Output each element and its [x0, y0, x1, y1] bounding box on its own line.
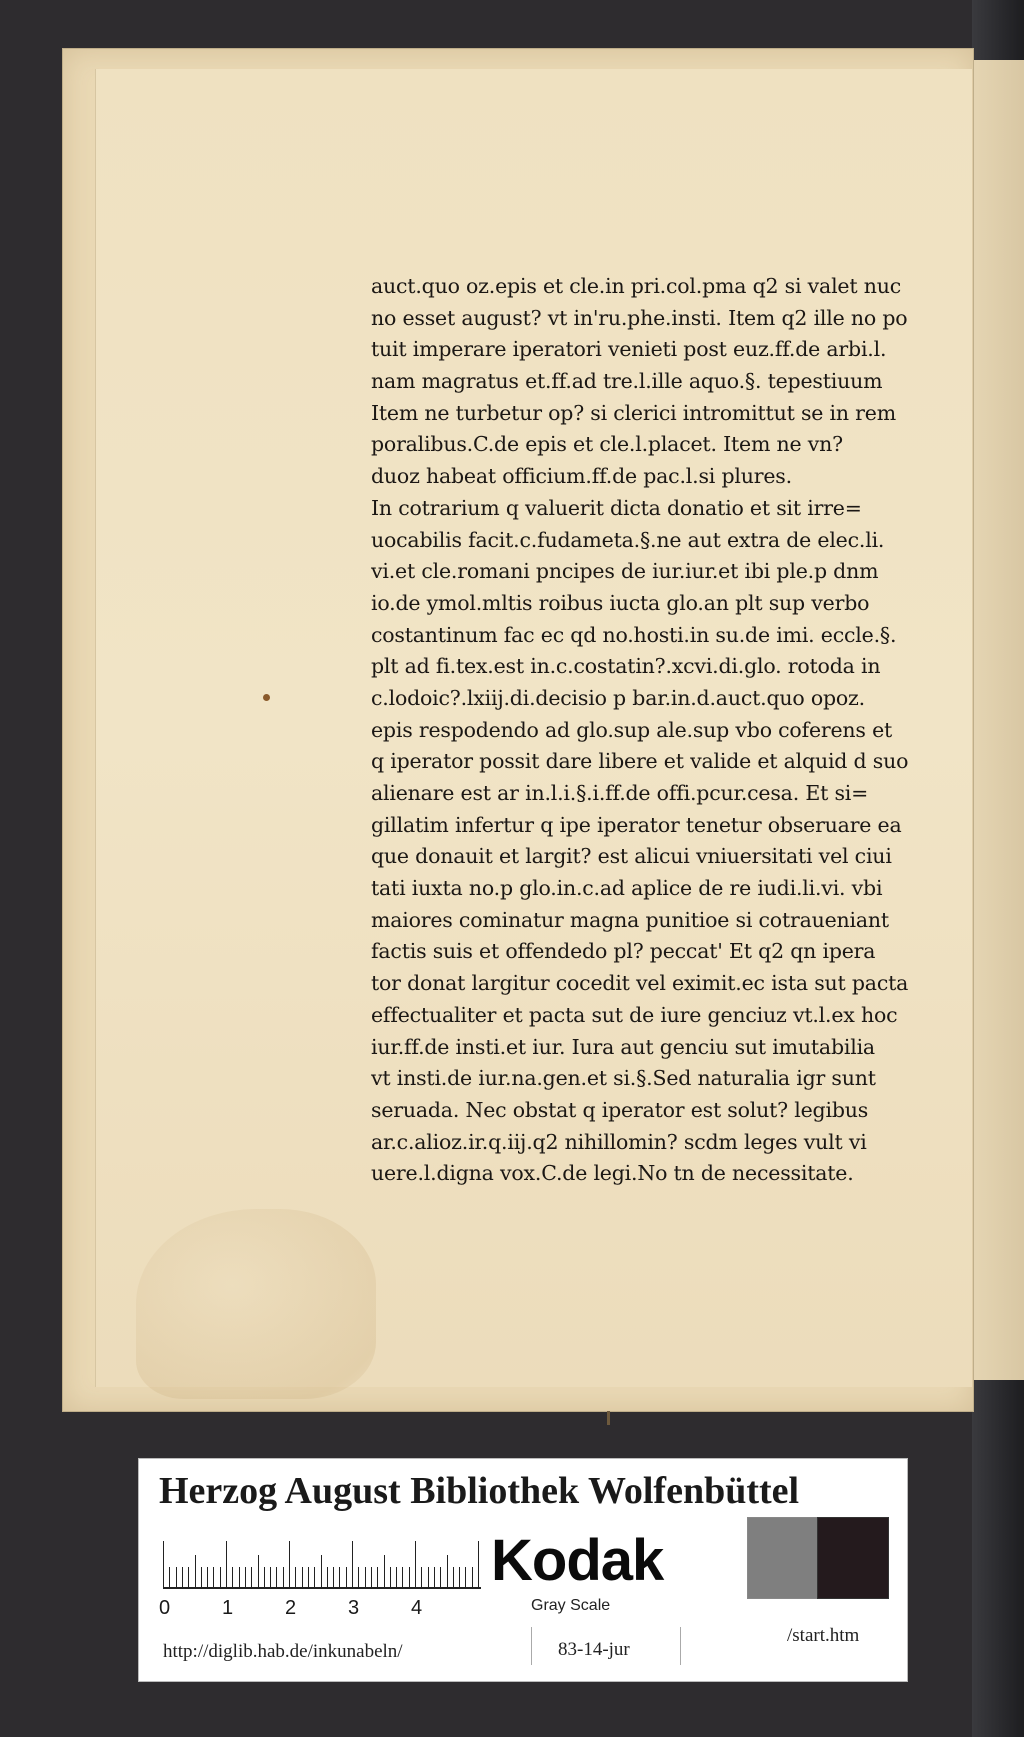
text-line: Item ne turbetur op? si clerici intromittut se in rem — [371, 400, 896, 425]
ruler-tick — [264, 1567, 265, 1587]
ruler-tick — [377, 1567, 378, 1587]
source-url: http://diglib.hab.de/inkunabeln/ — [163, 1641, 403, 1662]
shelfmark-box — [531, 1627, 681, 1665]
ruler-number: 0 — [159, 1597, 171, 1619]
ruler-tick — [472, 1567, 473, 1587]
text-line: no esset august? vt in'ru.phe.insti. Item q2 ille no po — [371, 305, 908, 330]
ruler-number: 1 — [222, 1597, 234, 1619]
ruler-tick — [447, 1555, 448, 1587]
text-line: tuit imperare iperatori venieti post euz.ff.de arbi.l. — [371, 337, 887, 362]
water-stain — [136, 1209, 376, 1399]
text-line: effectualiter et pacta sut de iure genciuz vt.l.ex hoc — [371, 1002, 898, 1027]
text-line: epis respodendo ad glo.sup ale.sup vbo coferens et — [371, 717, 893, 742]
ruler-tick — [232, 1567, 233, 1587]
ruler-tick — [169, 1567, 170, 1587]
measurement-ruler — [163, 1539, 481, 1589]
ruler-tick — [453, 1567, 454, 1587]
ruler-tick — [295, 1567, 296, 1587]
ruler-tick — [245, 1567, 246, 1587]
text-line: poralibus.C.de epis et cle.l.placet. Item ne vn? — [371, 432, 843, 457]
ruler-tick — [321, 1555, 322, 1587]
ruler-tick — [314, 1567, 315, 1587]
gray-swatch — [747, 1517, 819, 1599]
ruler-tick — [220, 1567, 221, 1587]
ruler-tick — [182, 1567, 183, 1587]
text-line: In cotrarium q valuerit dicta donatio et sit irre= — [371, 495, 862, 520]
text-line: uocabilis facit.c.fudameta.§.ne aut extra de elec.li. — [371, 527, 885, 552]
ruler-tick — [390, 1567, 391, 1587]
ruler-tick — [396, 1567, 397, 1587]
ruler-tick — [333, 1567, 334, 1587]
shelfmark-code: 83-14-jur — [558, 1639, 630, 1660]
text-line: duoz habeat officium.ff.de pac.l.si plures. — [371, 464, 792, 489]
ruler-tick — [258, 1555, 259, 1587]
text-line: iur.ff.de insti.et iur. Iura aut genciu sut imutabilia — [371, 1034, 875, 1059]
ruler-tick — [207, 1567, 208, 1587]
dark-swatch — [817, 1517, 889, 1599]
ruler-tick — [327, 1567, 328, 1587]
text-line: tati iuxta no.p glo.in.c.ad aplice de re iudi.li.vi. vbi — [371, 876, 883, 901]
text-line: uere.l.digna vox.C.de legi.No tn de necessitate. — [371, 1161, 854, 1186]
text-line: c.lodoic?.lxiij.di.decisio p bar.in.d.auct.quo opoz. — [371, 685, 865, 710]
color-target-card — [138, 1458, 908, 1682]
ruler-tick — [270, 1567, 271, 1587]
ruler-tick — [201, 1567, 202, 1587]
ruler-tick — [346, 1567, 347, 1587]
ruler-tick — [308, 1567, 309, 1587]
ruler-tick — [176, 1567, 177, 1587]
text-line: io.de ymol.mltis roibus iucta glo.an plt sup verbo — [371, 590, 870, 615]
ink-spot — [263, 694, 270, 701]
text-line: q iperator possit dare libere et valide et alquid d suo — [371, 749, 909, 774]
text-line: auct.quo oz.epis et cle.in pri.col.pma q2 si valet nuc — [371, 274, 901, 298]
ruler-tick — [339, 1567, 340, 1587]
ruler-tick — [465, 1567, 466, 1587]
ruler-tick — [213, 1567, 214, 1587]
ruler-tick — [352, 1541, 353, 1587]
ruler-tick — [276, 1567, 277, 1587]
ruler-tick — [384, 1555, 385, 1587]
ruler-number: 2 — [285, 1597, 297, 1619]
manuscript-page — [62, 48, 974, 1412]
ruler-tick — [459, 1567, 460, 1587]
ruler-labels — [159, 1597, 499, 1625]
page-mark — [607, 1411, 610, 1425]
ruler-tick — [428, 1567, 429, 1587]
text-line: vi.et cle.romani pncipes de iur.iur.et ibi ple.p dnm — [371, 559, 879, 584]
ruler-tick — [226, 1541, 227, 1587]
ruler-number: 4 — [411, 1597, 423, 1619]
ruler-number: 3 — [348, 1597, 360, 1619]
ruler-tick — [302, 1567, 303, 1587]
ruler-tick — [239, 1567, 240, 1587]
text-line: tor donat largitur cocedit vel eximit.ec ista sut pacta — [371, 971, 909, 996]
ruler-tick — [365, 1567, 366, 1587]
kodak-logo: Kodak — [491, 1528, 664, 1593]
text-line: nam magratus et.ff.ad tre.l.ille aquo.§. tepestiuum — [371, 369, 883, 394]
ruler-tick — [188, 1567, 189, 1587]
text-line: alienare est ar in.l.i.§.i.ff.de offi.pcur.cesa. Et si= — [371, 781, 869, 805]
ruler-tick — [358, 1567, 359, 1587]
ruler-tick — [402, 1567, 403, 1587]
ruler-tick — [251, 1567, 252, 1587]
text-line: costantinum fac ec qd no.hosti.in su.de imi. eccle.§. — [371, 622, 897, 647]
text-line: ar.c.alioz.ir.q.iij.q2 nihillomin? scdm leges vult vi — [371, 1129, 867, 1154]
ruler-tick — [371, 1567, 372, 1587]
library-title: Herzog August Bibliothek Wolfenbüttel — [159, 1470, 800, 1512]
ruler-tick — [440, 1567, 441, 1587]
gray-scale-label: Gray Scale — [531, 1597, 611, 1614]
ruler-tick — [289, 1541, 290, 1587]
adjacent-page-edge — [968, 60, 1024, 1380]
text-line: que donauit et largit? est alicui vniuersitati vel ciui — [371, 844, 892, 869]
ruler-tick — [421, 1567, 422, 1587]
text-line: maiores cominatur magna punitioe si cotraueniant — [371, 907, 889, 932]
text-line: vt insti.de iur.na.gen.et si.§.Sed naturalia igr sunt — [371, 1066, 876, 1091]
ruler-tick — [434, 1567, 435, 1587]
ruler-tick — [163, 1541, 164, 1587]
start-page-link-text: /start.htm — [787, 1625, 860, 1646]
text-line: seruada. Nec obstat q iperator est solut? legibus — [371, 1097, 869, 1122]
text-line: gillatim infertur q ipe iperator tenetur obseruare ea — [371, 812, 902, 837]
ruler-tick — [283, 1567, 284, 1587]
printed-text-block — [371, 271, 961, 1211]
ruler-tick — [415, 1541, 416, 1587]
ruler-tick — [478, 1541, 479, 1587]
text-line: factis suis et offendedo pl? peccat' Et q2 qn ipera — [371, 939, 876, 964]
ruler-tick — [409, 1567, 410, 1587]
text-line: plt ad fi.tex.est in.c.costatin?.xcvi.di.glo. rotoda in — [371, 654, 881, 679]
ruler-tick — [195, 1555, 196, 1587]
